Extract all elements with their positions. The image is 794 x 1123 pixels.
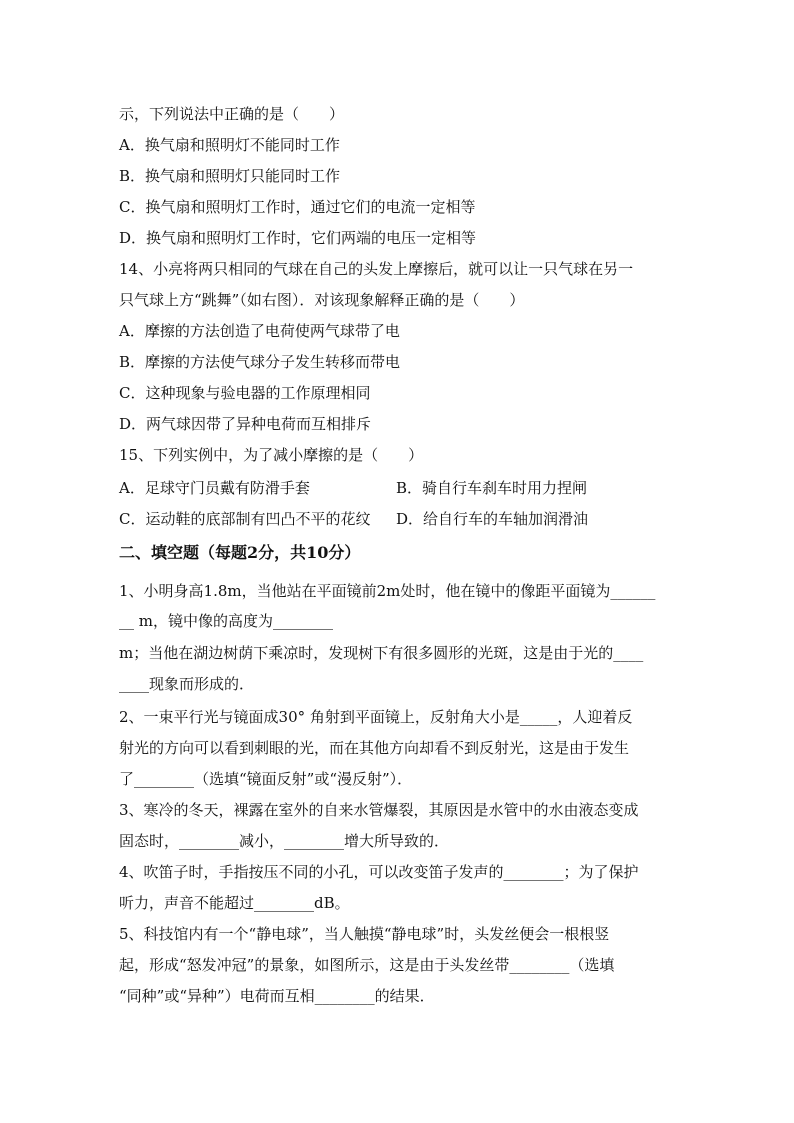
q15-stem: 15、下列实例中，为了减小摩擦的是（ ） xyxy=(119,446,424,464)
q15-option-a: A．足球守门员戴有防滑手套 xyxy=(119,479,310,497)
q15-option-b: B．骑自行车刹车时用力捏闸 xyxy=(396,479,588,497)
q15-option-d: D．给自行车的车轴加润滑油 xyxy=(396,510,589,528)
fill-q4-line2: 听力，声音不能超过________dB。 xyxy=(119,894,350,912)
q13-option-a: A．换气扇和照明灯不能同时工作 xyxy=(119,136,340,154)
fill-q2-line3: 了________（选填“镜面反射”或“漫反射”）． xyxy=(119,770,413,788)
q14-stem-line1: 14、小亮将两只相同的气球在自己的头发上摩擦后，就可以让一只气球在另一 xyxy=(119,260,634,278)
fill-q2-line1: 2、一束平行光与镜面成30° 角射到平面镜上，反射角大小是_____，人迎着反 xyxy=(119,708,633,726)
q14-option-a: A．摩擦的方法创造了电荷使两气球带了电 xyxy=(119,322,400,340)
fill-q2-line2: 射光的方向可以看到刺眼的光，而在其他方向却看不到反射光，这是由于发生 xyxy=(119,739,630,757)
fill-q1-line2: __ m，镜中像的高度为________ xyxy=(119,612,333,630)
q14-option-b: B．摩擦的方法使气球分子发生转移而带电 xyxy=(119,353,401,371)
fill-q3-line2: 固态时，________减小，________增大所导致的． xyxy=(119,832,450,850)
fill-q5-line1: 5、科技馆内有一个“静电球”，当人触摸“静电球”时，头发丝便会一根根竖 xyxy=(119,925,610,943)
q14-option-c: C．这种现象与验电器的工作原理相同 xyxy=(119,384,371,402)
fill-q1-line3: m；当他在湖边树荫下乘凉时，发现树下有很多圆形的光斑，这是由于光的____ xyxy=(119,644,644,662)
q13-option-b: B．换气扇和照明灯只能同时工作 xyxy=(119,167,341,185)
q14-stem-line2: 只气球上方“跳舞”（如右图）．对该现象解释正确的是（ ） xyxy=(119,291,525,309)
fill-q4-line1: 4、吹笛子时，手指按压不同的小孔，可以改变笛子发声的________；为了保护 xyxy=(119,863,639,881)
fill-q5-line3: “同种”或“异种”）电荷而互相________的结果． xyxy=(119,987,435,1005)
q15-option-c: C．运动鞋的底部制有凹凸不平的花纹 xyxy=(119,510,371,528)
fill-q3-line1: 3、寒冷的冬天，裸露在室外的自来水管爆裂，其原因是水管中的水由液态变成 xyxy=(119,801,639,819)
q13-option-d: D．换气扇和照明灯工作时，它们两端的电压一定相等 xyxy=(119,229,477,247)
q14-option-d: D．两气球因带了异种电荷而互相排斥 xyxy=(119,415,372,433)
fill-q1-line1: 1、小明身高1.8m，当他站在平面镜前2m处时，他在镜中的像距平面镜为______ xyxy=(119,582,656,600)
section-title-fill-in: 二、填空题（每题2分，共10分） xyxy=(119,543,361,562)
q13-stem-tail: 示，下列说法中正确的是（ ） xyxy=(119,105,345,123)
fill-q1-line4: ____现象而形成的． xyxy=(119,675,255,693)
fill-q5-line2: 起，形成“怒发冲冠”的景象，如图所示，这是由于头发丝带________（选填 xyxy=(119,956,615,974)
q13-option-c: C．换气扇和照明灯工作时，通过它们的电流一定相等 xyxy=(119,198,476,216)
